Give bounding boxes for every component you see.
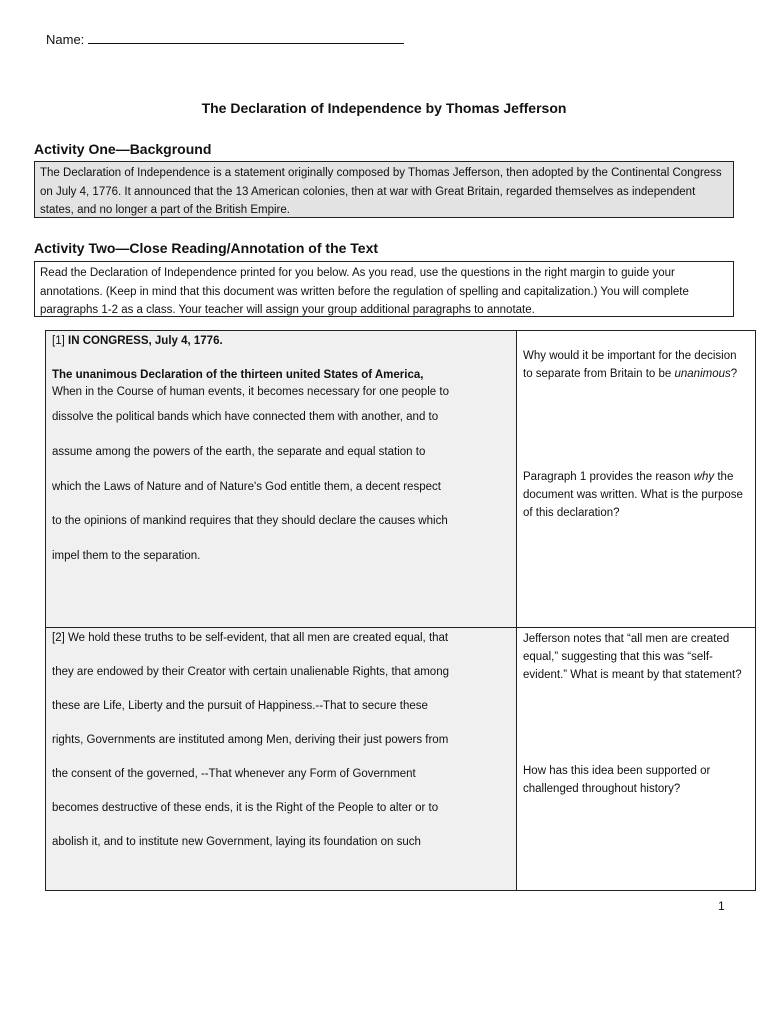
text-line: dissolve the political bands which have connected them with another, and to [52,411,439,423]
text-line: these are Life, Liberty and the pursuit of Happiness.--That to secure these [52,700,428,712]
text-line: the consent of the governed, --That whenever any Form of Government [52,768,416,780]
name-label: Name: [46,32,85,47]
activity-two-heading: Activity Two—Close Reading/Annotation of the Text [34,240,379,256]
annotation-table [45,330,756,891]
text-line: impel them to the separation. [52,550,201,563]
paragraph-1-number: [1] [52,335,65,347]
text-line: rights, Governments are instituted among Men, deriving their just powers from [52,734,449,746]
paragraph-1-subheading: The unanimous Declaration of the thirteen united States of America, [52,369,424,381]
instructions-box: Read the Declaration of Independence printed for you below. As you read, use the questions in the right margin to guide your annotations. (Keep in mind that this document was written before the regulation of spelling and capitalization.) You will complete paragraphs 1-2 as a class. Your teacher will assign your group additional paragraphs to annotate. [34,261,734,317]
name-blank[interactable] [88,32,404,44]
paragraph-1-questions [517,331,756,628]
text-line: which the Laws of Nature and of Nature's God entitle them, a decent respect [52,480,441,493]
text-line: abolish it, and to institute new Government, laying its foundation on such [52,836,421,848]
background-box: The Declaration of Independence is a statement originally composed by Thomas Jefferson, then adopted by the Continental Congress on July 4, 1776. It announced that the 13 American colonies, then at war with Great Britain, regarded themselves as independent states, and no longer a part of the British Empire. [34,161,734,218]
question-created-equal: Jefferson notes that “all men are created equal,” suggesting that this was “self-evident.” What is meant by that statement? [523,633,742,681]
text-line: assume among the powers of the earth, the separate and equal station to [52,445,426,458]
paragraph-2-text [46,628,517,891]
question-purpose: Paragraph 1 provides the reason why the document was written. What is the purpose of this declaration? [523,471,743,519]
text-line: to the opinions of mankind requires that they should declare the causes which [52,515,448,528]
question-history: How has this idea been supported or challenged throughout history? [523,765,711,795]
text-line: [2] We hold these truths to be self-evident, that all men are created equal, that [52,632,449,644]
paragraph-2-questions [517,628,756,891]
paragraph-1-heading [52,333,510,349]
text-line: When in the Course of human events, it becomes necessary for one people to [52,386,449,398]
name-field-line [46,32,404,47]
document-title: The Declaration of Independence by Thomas Jefferson [201,100,567,116]
text-line: becomes destructive of these ends, it is the Right of the People to alter or to [52,802,439,814]
paragraph-1-row [46,331,756,628]
page-number: 1 [718,899,725,913]
paragraph-2-row [46,628,756,891]
question-unanimous: Why would it be important for the decision to separate from Britain to be unanimous? [523,350,738,380]
paragraph-1-text [46,331,517,628]
congress-date: IN CONGRESS, July 4, 1776. [68,335,223,347]
activity-one-heading: Activity One—Background [34,141,212,157]
text-line: they are endowed by their Creator with certain unalienable Rights, that among [52,666,449,678]
